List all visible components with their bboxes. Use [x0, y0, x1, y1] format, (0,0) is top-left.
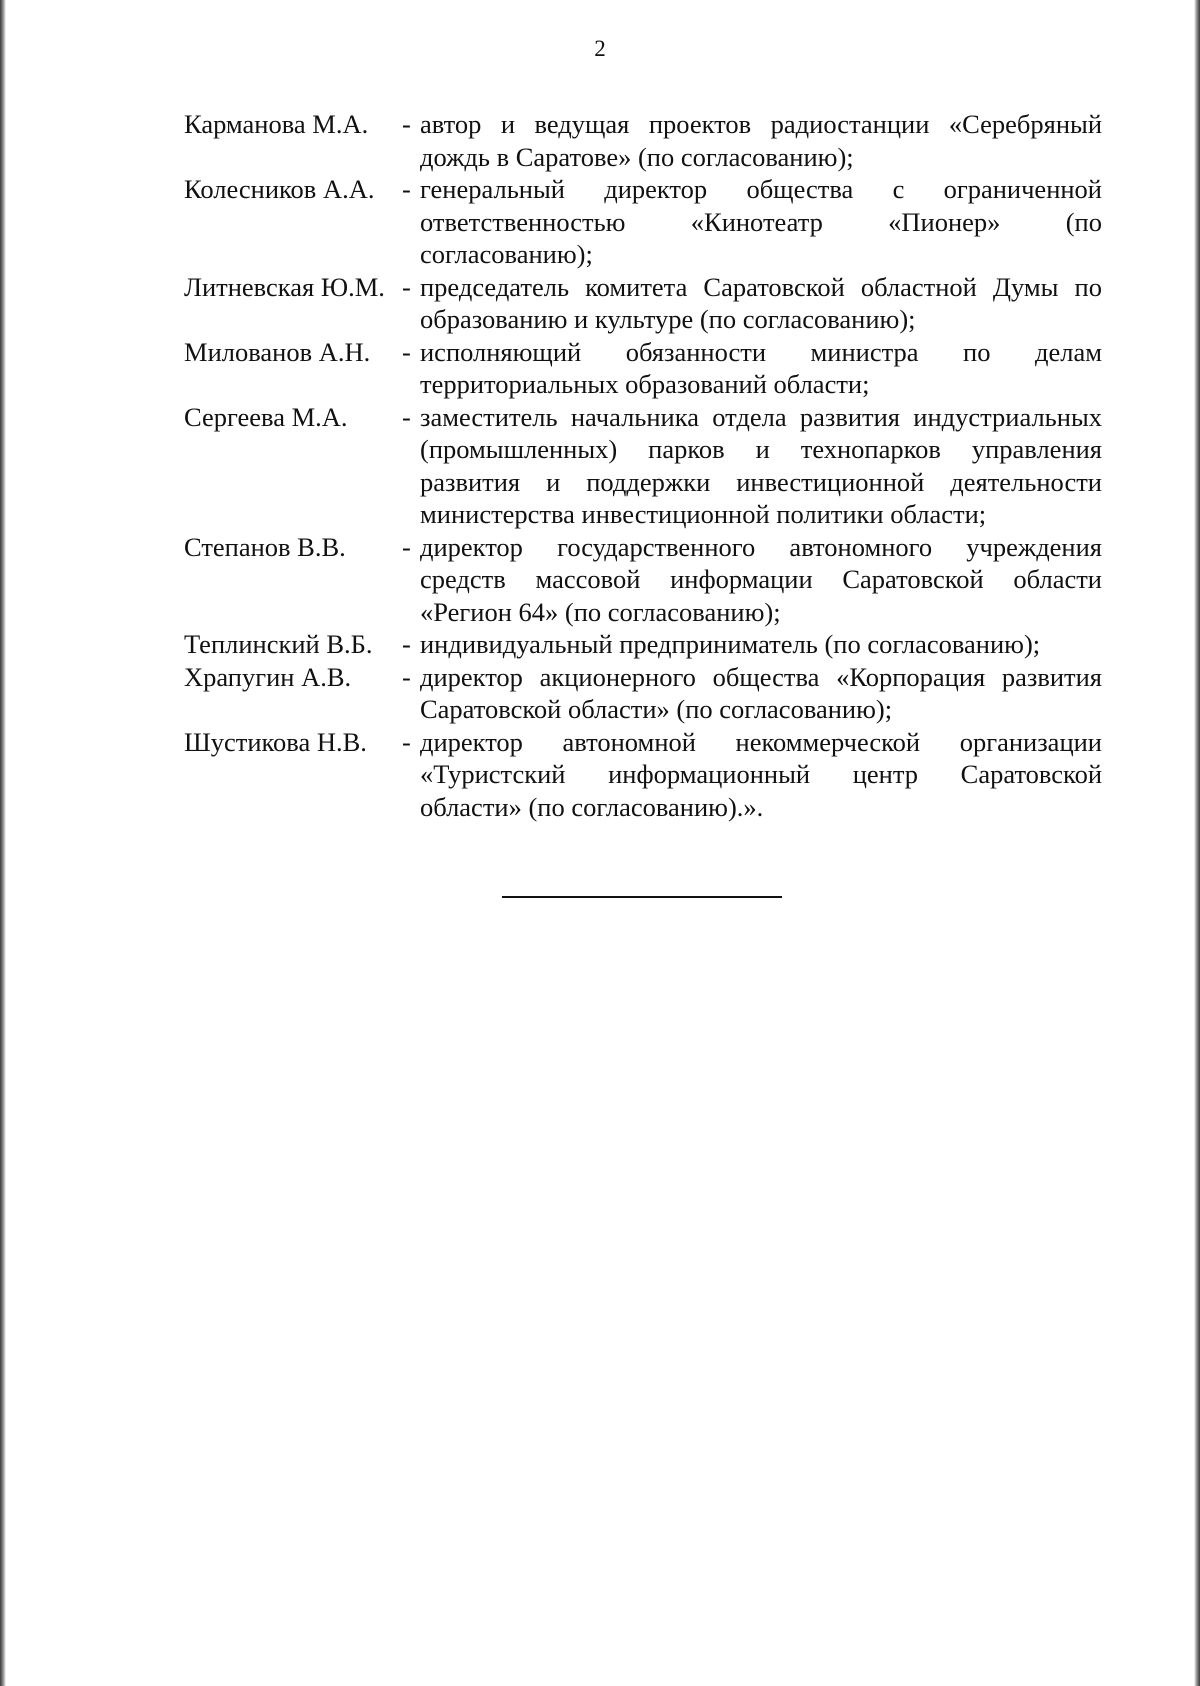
member-name: Сергеева М.А.: [184, 401, 348, 432]
member-name: Литневская Ю.М.: [184, 271, 385, 302]
scan-edge-right: [1194, 0, 1200, 1686]
member-role: автор и ведущая проектов радиостанции «Серебряный дождь в Саратове» (по согласованию);: [420, 109, 1102, 172]
member-dash: -: [402, 401, 411, 432]
member-dash: -: [402, 336, 411, 367]
member-role: индивидуальный предприниматель (по согласованию);: [420, 629, 1041, 659]
member-name: Карманова М.А.: [184, 109, 369, 139]
member-row: [184, 108, 1102, 173]
member-row: [184, 173, 1102, 271]
member-role: председатель комитета Саратовской областной Думы по образованию и культуре (по согласованию);: [420, 271, 1102, 334]
scan-edge-left: [0, 0, 6, 1686]
member-name: Колесников А.А.: [184, 174, 375, 204]
member-row: [184, 726, 1102, 824]
member-row: [184, 628, 1102, 661]
end-of-list-divider: [502, 896, 782, 898]
member-dash: -: [402, 271, 411, 302]
member-row: [184, 271, 1102, 336]
member-dash: -: [402, 629, 411, 659]
member-role: директор государственного автономного учреждения средств массовой информации Саратовской области «Регион 64» (по согласованию);: [420, 531, 1102, 627]
member-dash: -: [402, 109, 411, 139]
member-name: Милованов А.Н.: [184, 336, 371, 367]
member-row: [184, 661, 1102, 726]
member-role: исполняющий обязанности министра по делам территориальных образований области;: [420, 336, 1102, 399]
member-name: Храпугин А.В.: [184, 661, 352, 692]
page-number: 2: [594, 36, 606, 61]
member-role: генеральный директор общества с ограниченной ответственностью «Кинотеатр «Пионер» (по согласованию);: [420, 174, 1102, 269]
member-row: [184, 401, 1102, 531]
member-dash: -: [402, 531, 411, 562]
member-role: директор акционерного общества «Корпорация развития Саратовской области» (по согласованию);: [420, 661, 1102, 724]
member-dash: -: [402, 661, 411, 692]
member-dash: -: [402, 726, 411, 757]
member-dash: -: [402, 174, 411, 204]
member-name: Теплинский В.Б.: [184, 629, 373, 659]
member-name: Степанов В.В.: [184, 531, 346, 562]
member-list: [184, 108, 1102, 823]
member-row: [184, 531, 1102, 629]
member-role: заместитель начальника отдела развития индустриальных (промышленных) парков и технопарков управления развития и поддержки инвестиционной деятельности министерства инвестиционной политики области;: [420, 401, 1102, 529]
member-name: Шустикова Н.В.: [184, 726, 367, 757]
member-role: директор автономной некоммерческой организации «Туристский информационный центр Саратовской области» (по согласованию).».: [420, 726, 1102, 822]
member-row: [184, 336, 1102, 401]
